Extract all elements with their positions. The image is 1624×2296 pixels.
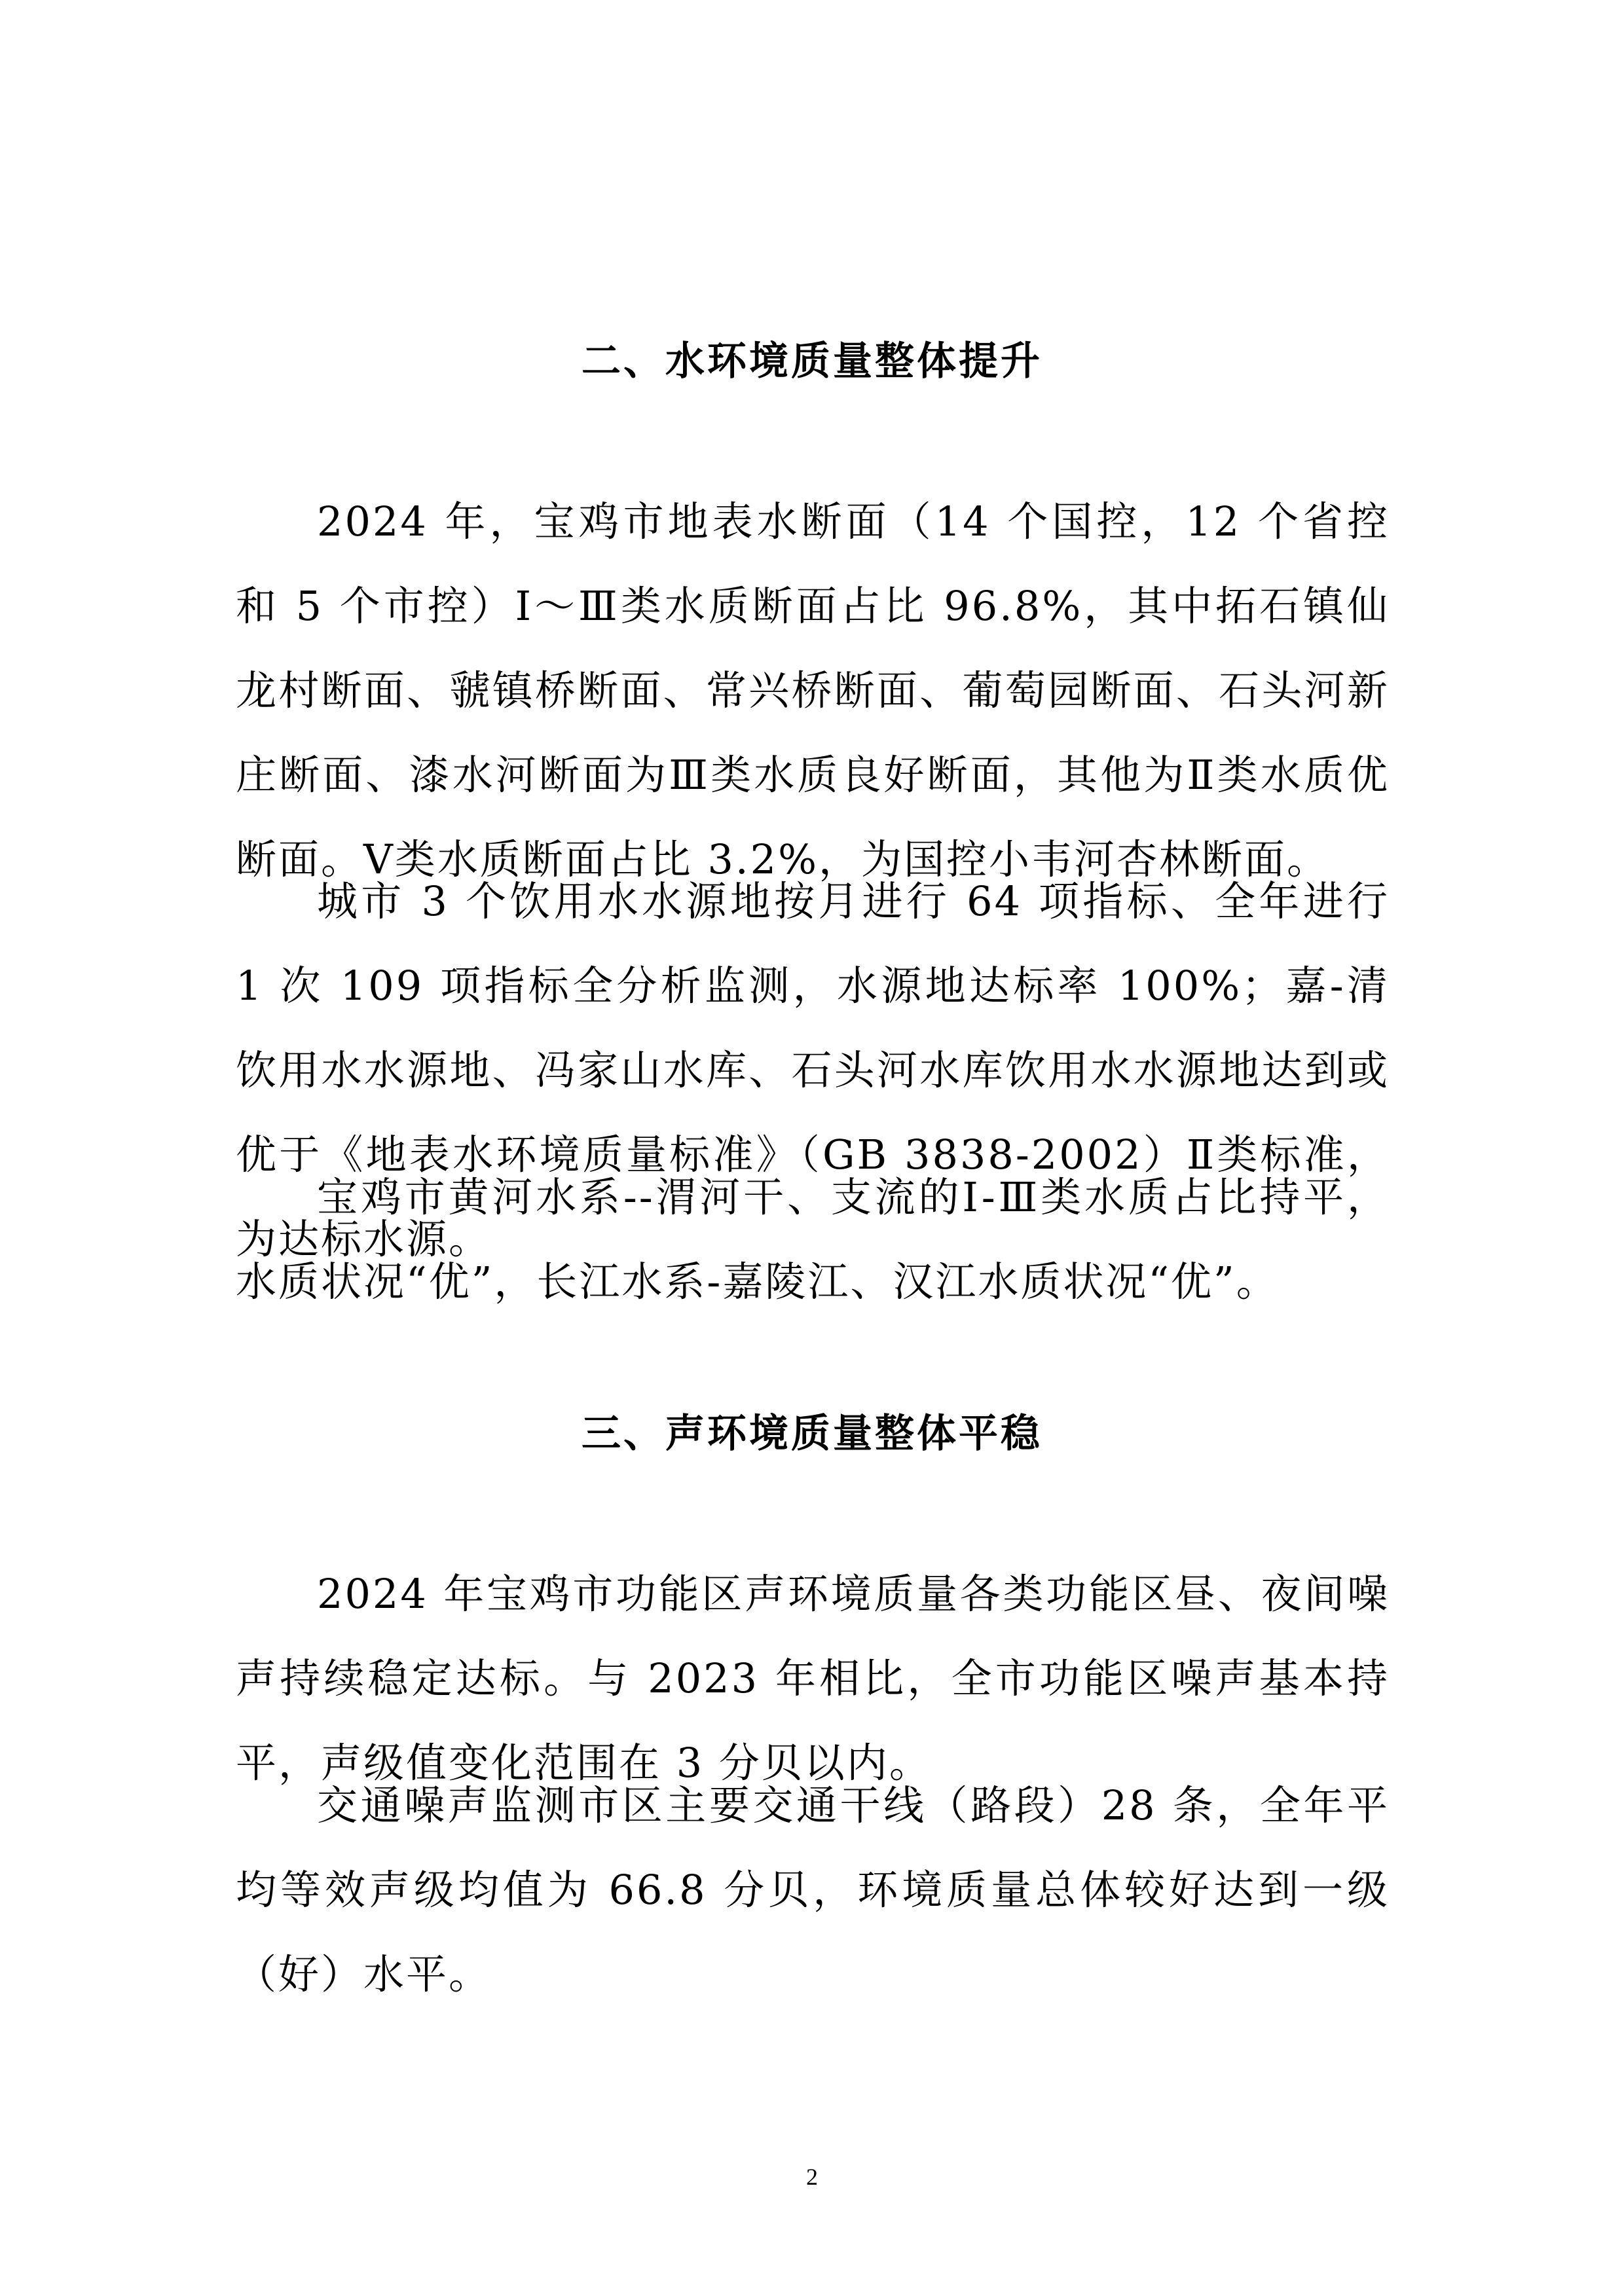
paragraph-water-sections: 2024 年，宝鸡市地表水断面（14 个国控，12 个省控和 5 个市控）Ⅰ～Ⅲ类水质断面占比 96.8%，其中拓石镇仙龙村断面、虢镇桥断面、常兴桥断面、葡萄园断面、石头河新庄断面、漆水河断面为Ⅲ类水质良好断面，其他为Ⅱ类水质优断面。Ⅴ类水质断面占比 3.2%，为国控小韦河杏林断面。 — [236, 498, 1390, 883]
section-heading-water: 二、水环境质量整体提升 — [581, 338, 1043, 384]
paragraph-functional-zone-noise: 2024 年宝鸡市功能区声环境质量各类功能区昼、夜间噪声持续稳定达标。与 2023 年相比，全市功能区噪声基本持平，声级值变化范围在 3 分贝以内。 — [236, 1570, 1390, 1787]
page-number: 2 — [806, 2164, 818, 2190]
paragraph-drinking-water: 城市 3 个饮用水水源地按月进行 64 项指标、全年进行 1 次 109 项指标全分析监测，水源地达标率 100%；嘉-清饮用水水源地、冯家山水库、石头河水库饮用水水源地达到或优于《地表水环境质量标准》（GB 3838-2002）Ⅱ类标准，为达标水源。 — [236, 877, 1390, 1263]
paragraph-river-systems: 宝鸡市黄河水系--渭河干、支流的Ⅰ-Ⅲ类水质占比持平，水质状况“优”，长江水系-嘉陵江、汉江水质状况“优”。 — [236, 1173, 1390, 1305]
paragraph-traffic-noise: 交通噪声监测市区主要交通干线（路段）28 条，全年平均等效声级均值为 66.8 分贝，环境质量总体较好达到一级（好）水平。 — [236, 1781, 1390, 1998]
section-heading-noise: 三、声环境质量整体平稳 — [581, 1411, 1043, 1457]
